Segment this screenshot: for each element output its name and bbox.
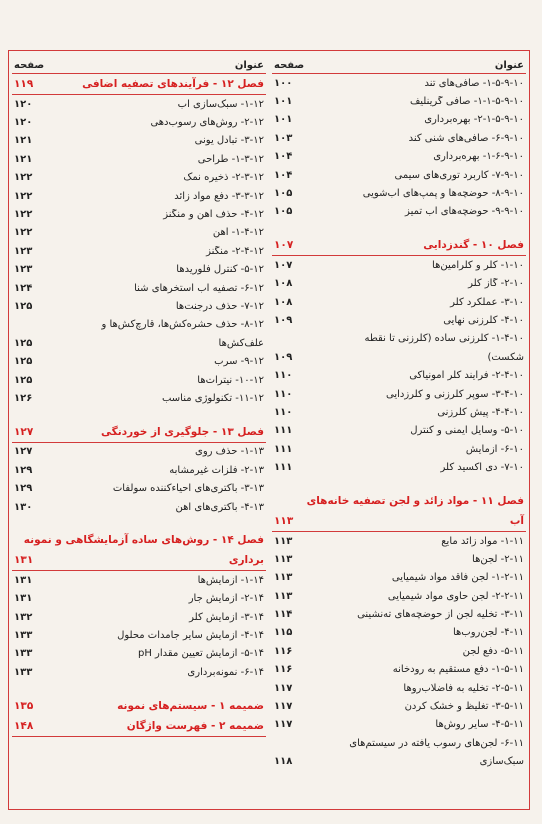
appendix-title: ضمیمه ۲ - فهرست واژگان [126,719,264,732]
chapter-title: آب [509,514,524,527]
chapter-page: ۱۰۷ [274,239,294,252]
toc-entry-title: ۲-۱۰- گاز کلر [468,278,524,290]
toc-entry-title: ۲-۲-۱۱- لجن حاوی مواد شیمیایی [387,590,524,602]
toc-entry-page: ۱۱۶ [274,645,293,657]
chapter-title: فصل ۱۳ - جلوگیری از خوردنگی [101,425,264,438]
appendix-2-heading [12,716,266,736]
toc-entry-title: ۱-۱۲- سبک‌سازی آب [177,98,264,110]
header-page-label: صفحه [14,60,45,71]
toc-entry-page: ۱۱۰ [274,388,293,400]
chapter-10-heading [272,235,526,255]
toc-entry-title: ۳-۳-۱۲- دفع مواد زائد [174,190,264,202]
toc-entry [272,74,526,92]
header-title-label: عنوان [494,60,524,71]
toc-entry [272,275,526,293]
toc-entry-title: ۳-۴-۱۰- سوپر کلرزنی و کلرزدایی [385,388,524,400]
toc-entry-page: ۱۱۰ [274,370,293,382]
toc-entry-title: ۴-۱۱- لجن‌روب‌ها [452,627,524,639]
toc-entry-title: ۳-۱۱- تخلیه لجن از حوضچه‌های ته‌نشینی [357,609,524,621]
toc-entry-title: ۵-۱۴- آزمایش تعیین مقدار pH [137,648,264,660]
toc-entry-title: ۲-۱۱- لجن‌ها [472,553,524,565]
toc-entry-page: ۱۲۳ [14,245,33,257]
toc-entry-page: ۱۲۵ [14,300,33,312]
toc-entry-page: ۱۱۳ [274,572,293,584]
toc-entry-title: ۱-۱۳- حذف روی [195,446,264,458]
toc-entry [272,569,526,587]
toc-entry-page: ۱۰۸ [274,278,293,290]
toc-entry-page: ۱۰۸ [274,296,293,308]
toc-entry-page: ۱۰۱ [274,96,293,108]
toc-entry-title: ۲-۳-۱۲- ذخیره نمک [183,172,264,184]
chapter-title: فصل ۱۲ - فرآیندهای تصفیه اضافی [82,78,264,90]
chapter-14-heading-cont [12,550,266,570]
toc-entry-title: ۸-۹-۱۰- حوضچه‌ها و پمپ‌های آب‌شویی [362,188,524,200]
toc-entry [272,661,526,679]
toc-entry-page: ۱۰۵ [274,188,293,200]
toc-entry-page: ۱۰۴ [274,151,293,163]
toc-entry-title: ۹-۱۲- سرب [214,356,264,368]
toc-entry-page: ۱۲۲ [14,172,33,184]
toc-entry-page: ۱۱۱ [274,425,293,437]
appendix-page: ۱۳۵ [14,699,34,712]
toc-entry-title: ۳-۱۲- تبادل یونی [194,135,264,147]
toc-entry-title: شکست) [487,351,524,363]
toc-entry-title: ۶-۱۴- نمونه‌برداری [187,666,264,678]
column-header [12,55,266,74]
toc-entry [272,605,526,623]
toc-entry-title: ۱-۱-۵-۹-۱۰- صافی گرینلیف [409,96,524,108]
toc-entry-title: ۱-۲-۱۱- لجن فاقد مواد شیمیایی [391,572,524,584]
toc-entry-page: ۱۲۲ [14,190,33,202]
toc-entry-title: ۵-۱۰- وسایل ایمنی و کنترل [410,425,524,437]
toc-entry-page: ۱۱۱ [274,462,293,474]
toc-entry-title: ۲-۱-۵-۹-۱۰- بهره‌برداری [424,114,524,126]
toc-entry-title: ۱۰-۱۲- نیترات‌ها [197,374,264,386]
toc-entry-page: ۱۰۱ [274,114,293,126]
toc-entry-title: ۷-۱۰- دی اکسید کلر [440,462,524,474]
toc-entry-page: ۱۳۱ [14,574,33,586]
toc-entry [272,311,526,329]
toc-entry [12,150,266,168]
toc-entry-title: ۱-۴-۱۰- کلرزنی ساده (کلرزنی تا نقطه [364,333,524,345]
toc-entry-page: ۱۲۵ [14,374,33,386]
toc-entry-page: ۱۲۹ [14,464,33,476]
toc-entry [272,422,526,440]
toc-entry [272,403,526,421]
toc-entry-title: ۶-۱۲- تصفیه آب استخرهای شنا [134,282,264,294]
toc-entry-page: ۱۱۷ [274,719,293,731]
toc-entry [272,697,526,715]
toc-entry [12,187,266,205]
toc-entry [272,293,526,311]
toc-entry [12,352,266,370]
toc-entry [12,389,266,407]
toc-entry [272,385,526,403]
toc-entry [272,642,526,660]
toc-entry [272,148,526,166]
header-title-label: عنوان [234,60,264,71]
toc-entry [12,479,266,497]
toc-entry-title: ۱۱-۱۲- تکنولوژی مناسب [161,392,264,404]
chapter-14-heading [12,530,266,550]
toc-entry-page: ۱۱۵ [274,627,293,639]
toc-entry-title: ۴-۴-۱۰- پیش کلرزنی [437,406,524,418]
toc-entry-page: ۱۰۳ [274,132,293,144]
toc-entry-title: ۳-۱۳- باکتری‌های احیاءکننده سولفات [112,483,264,495]
chapter-13-heading [12,422,266,442]
toc-entry [12,443,266,461]
toc-entry-title: ۲-۱۲- روش‌های رسوب‌دهی [150,117,264,129]
toc-entry [12,279,266,297]
appendix-title: ضمیمه ۱ - سیستم‌های نمونه [117,699,264,712]
toc-entry [12,224,266,242]
toc-entry-title: ۸-۱۲- حذف حشره‌کش‌ها، قارچ‌کش‌ها و [101,319,264,331]
toc-entry-title: ۴-۱۳- باکتری‌های آهن [175,501,264,513]
toc-entry [272,348,526,366]
chapter-page: ۱۲۷ [14,425,34,438]
toc-entry [12,461,266,479]
toc-entry-title: ۶-۱۱- لجن‌های رسوب یافته در سیستم‌های [349,737,524,749]
toc-entry-title: ۴-۱۴- آزمایش سایر جامدات محلول [117,630,264,642]
toc-entry-page: ۱۳۲ [14,611,33,623]
toc-entry-page: ۱۲۴ [14,282,33,294]
toc-entry-title: ۱-۱۴- آزمایش‌ها [197,574,264,586]
toc-entry-page: ۱۲۱ [14,135,33,147]
toc-entry [272,129,526,147]
toc-entry [12,571,266,589]
toc-entry [12,113,266,131]
toc-entry [12,242,266,260]
toc-entry-page: ۱۲۱ [14,153,33,165]
toc-entry-page: ۱۰۴ [274,169,293,181]
toc-entry [12,169,266,187]
toc-entry-page: ۱۳۳ [14,630,33,642]
toc-entry-page: ۱۲۲ [14,227,33,239]
toc-entry-title: علف‌کش‌ها [218,337,264,349]
toc-entry-title: ۹-۹-۱۰- حوضچه‌های آب تمیز [405,206,524,218]
toc-entry-page: ۱۱۳ [274,553,293,565]
toc-entry [272,624,526,642]
chapter-page: ۱۱۳ [274,514,294,527]
toc-entry [272,753,526,771]
toc-entry-title: ۴-۱۰- کلرزنی نهایی [443,314,524,326]
toc-entry-title: ۲-۱۳- فلزات غیرمشابه [169,464,264,476]
toc-entry-page: ۱۱۳ [274,590,293,602]
toc-entry [12,663,266,681]
toc-entry [272,587,526,605]
toc-entry-title: ۷-۱۲- حذف درجنت‌ها [175,300,264,312]
chapter-title: فصل ۱۱ - مواد زائد و لجن تصفیه خانه‌های [306,494,524,507]
chapter-title: فصل ۱۴ - روش‌های ساده آزمایشگاهی و نمونه [23,534,264,547]
chapter-page: ۱۳۱ [14,554,34,567]
toc-entry-page: ۱۱۳ [274,535,293,547]
toc-entry [12,205,266,223]
toc-entry-page: ۱۱۸ [274,756,293,768]
chapter-11-heading [272,491,526,511]
toc-entry-page: ۱۲۷ [14,446,33,458]
chapter-title: فصل ۱۰ - گندزدایی [423,239,524,252]
toc-entry [272,203,526,221]
toc-entry [12,297,266,315]
toc-entry-page: ۱۱۷ [274,682,293,694]
toc-entry-title: ۱-۵-۱۱- دفع مستقیم به رودخانه [392,664,524,676]
toc-entry [272,166,526,184]
toc-entry [272,111,526,129]
toc-entry-page: ۱۲۶ [14,392,33,404]
toc-entry-title: ۱-۴-۱۲- آهن [212,227,264,239]
toc-entry-title: ۲-۴-۱۰- فرآیند کلر آمونیاکی [409,370,524,382]
toc-entry-page: ۱۲۰ [14,98,33,110]
toc-column-right [272,55,526,771]
toc-entry-title: ۳-۵-۱۱- تغلیظ و خشک کردن [404,701,524,713]
toc-entry-page: ۱۰۵ [274,206,293,218]
appendix-1-heading [12,696,266,716]
toc-column-left [12,55,266,737]
toc-entry [272,550,526,568]
toc-entry-page: ۱۰۹ [274,351,293,363]
toc-entry-page: ۱۱۴ [274,609,293,621]
toc-entry [272,734,526,752]
toc-entry-title: ۶-۱۰- آزمایش [465,443,524,455]
toc-entry [272,532,526,550]
toc-entry [12,95,266,113]
toc-entry-page: ۱۲۹ [14,483,33,495]
toc-entry [12,645,266,663]
toc-entry-title: ۲-۴-۱۲- منگنز [206,245,264,257]
toc-entry-page: ۱۱۶ [274,664,293,676]
toc-entry [12,371,266,389]
chapter-title: برداری [228,554,264,567]
toc-entry [272,679,526,697]
toc-entry [12,590,266,608]
toc-entry [272,440,526,458]
toc-entry [12,132,266,150]
toc-entry-page: ۱۲۰ [14,117,33,129]
toc-entry-page: ۱۳۱ [14,593,33,605]
toc-entry-title: ۲-۵-۱۱- تخلیه به فاضلاب‌روها [403,682,524,694]
toc-entry [12,334,266,352]
toc-entry-page: ۱۲۳ [14,264,33,276]
toc-entry [12,316,266,334]
toc-entry-title: ۳-۱۴- آزمایش کلر [189,611,264,623]
header-page-label: صفحه [274,60,305,71]
toc-entry-title: ۱-۵-۹-۱۰- صافی‌های تند [424,77,524,89]
chapter-page: ۱۱۹ [14,78,34,90]
toc-entry [272,256,526,274]
toc-entry [12,626,266,644]
toc-entry-title: ۵-۱۱- دفع لجن [462,645,524,657]
toc-entry-page: ۱۱۱ [274,443,293,455]
toc-entry [12,498,266,516]
toc-entry [12,608,266,626]
toc-entry-page: ۱۰۷ [274,259,293,271]
toc-entry [272,366,526,384]
toc-entry-page: ۱۰۹ [274,314,293,326]
toc-entry [272,330,526,348]
toc-entry-page: ۱۱۰ [274,406,293,418]
toc-entry-title: ۱-۶-۹-۱۰- بهره‌برداری [433,151,524,163]
toc-entry [272,184,526,202]
toc-entry-page: ۱۳۳ [14,666,33,678]
chapter-12-heading [12,74,266,94]
appendix-page: ۱۴۸ [14,719,34,732]
toc-entry-title: ۲-۱۴- آزمایش جار [188,593,264,605]
toc-entry-page: ۱۰۰ [274,77,293,89]
toc-entry-page: ۱۲۵ [14,337,33,349]
toc-entry-page: ۱۱۷ [274,701,293,713]
toc-entry-title: ۴-۱۲- حذف آهن و منگنز [163,209,264,221]
toc-entry-title: ۳-۱۰- عملکرد کلر [450,296,524,308]
toc-entry-page: ۱۲۲ [14,209,33,221]
toc-entry [272,458,526,476]
toc-entry [272,92,526,110]
toc-entry-title: ۱-۱۰- کلر و کلرامین‌ها [432,259,524,271]
toc-entry-title: ۴-۵-۱۱- سایر روش‌ها [435,719,524,731]
toc-entry-page: ۱۲۵ [14,356,33,368]
toc-entry-title: ۱-۱۱- مواد زائد مایع [441,535,524,547]
toc-entry-title: سبک‌سازی [479,756,524,768]
toc-entry [12,261,266,279]
toc-entry-page: ۱۳۳ [14,648,33,660]
toc-entry-page: ۱۳۰ [14,501,33,513]
toc-entry-title: ۶-۹-۱۰- صافی‌های شنی کند [408,132,524,144]
chapter-11-heading-cont [272,511,526,531]
toc-entry-title: ۵-۱۲- کنترل فلوریدها [176,264,264,276]
toc-entry [272,716,526,734]
toc-entry-title: ۱-۳-۱۲- طراحی [197,153,264,165]
column-header [272,55,526,74]
toc-entry-title: ۷-۹-۱۰- کاربرد توری‌های سیمی [394,169,524,181]
